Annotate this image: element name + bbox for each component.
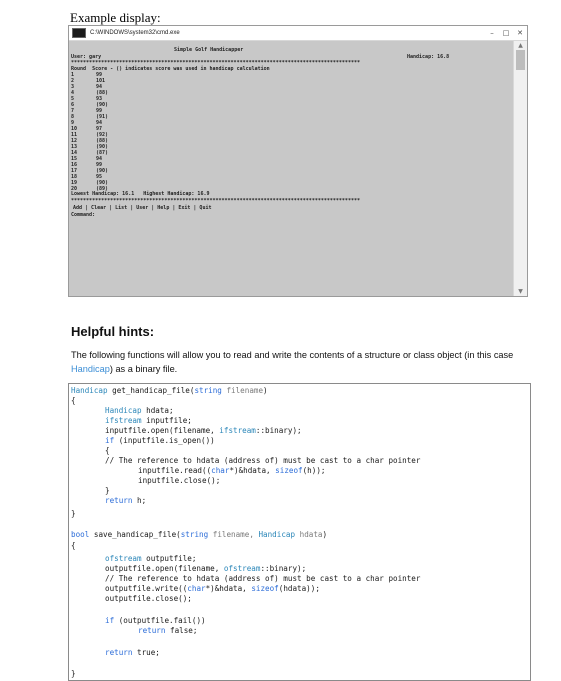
round-number: 7 — [71, 108, 75, 114]
code-line-comment: // The reference to hdata (address of) must be cast to a char pointer — [105, 456, 421, 465]
round-score: (90) — [96, 168, 109, 174]
scroll-up-icon[interactable]: ▲ — [518, 42, 523, 49]
round-score: 101 — [96, 78, 106, 84]
round-score: (90) — [96, 102, 109, 108]
user-line: User: gary — [71, 54, 102, 60]
separator-bottom: ************************************************************************************************ — [71, 198, 360, 204]
code-line-decl-ofstream: ofstream outputfile; — [105, 554, 197, 563]
code-line-get-signature: Handicap get_handicap_file(string filename) — [71, 386, 268, 395]
console-window — [68, 25, 528, 297]
window-title: C:\WINDOWS\system32\cmd.exe — [90, 30, 180, 36]
round-number: 20 — [71, 186, 78, 192]
close-button[interactable]: ✕ — [517, 29, 523, 37]
minimize-button[interactable]: – — [490, 29, 494, 37]
round-score: (90) — [96, 144, 109, 150]
round-score: (87) — [96, 150, 109, 156]
columns-header: Round Score - () indicates score was used in handicap calculation — [71, 66, 270, 72]
hints-highlight: Handicap — [71, 364, 110, 374]
round-score: 99 — [96, 108, 103, 114]
code-line-save-comment: // The reference to hdata (address of) must be cast to a char pointer — [105, 574, 421, 583]
code-line-save-signature: bool save_handicap_file(string filename, Handicap hdata) — [71, 530, 328, 539]
window-titlebar — [69, 26, 527, 41]
round-number: 18 — [71, 174, 78, 180]
code-line-decl-ifstream: ifstream inputfile; — [105, 416, 192, 425]
code-line-inner-open: { — [105, 446, 110, 455]
round-number: 12 — [71, 138, 78, 144]
round-score: (88) — [96, 90, 109, 96]
round-number: 9 — [71, 120, 75, 126]
code-line-save-open-brace: { — [71, 541, 76, 550]
code-line-if-open: if (inputfile.is_open()) — [105, 436, 215, 445]
round-number: 1 — [71, 72, 75, 78]
code-line-inner-close: } — [105, 486, 110, 495]
cmd-icon — [72, 28, 86, 38]
round-number: 6 — [71, 102, 75, 108]
round-number: 16 — [71, 162, 78, 168]
command-menu: Add | Clear | List | User | Help | Exit | Quit — [73, 205, 212, 211]
code-line-read: inputfile.read((char*)&hdata, sizeof(h)); — [138, 466, 326, 475]
round-score: 95 — [96, 174, 103, 180]
separator-top: ************************************************************************************************ — [71, 60, 360, 66]
console-scrollbar[interactable] — [513, 41, 527, 296]
round-number: 2 — [71, 78, 75, 84]
console-output — [69, 41, 513, 296]
round-number: 4 — [71, 90, 75, 96]
hints-text-after: ) as a binary file. — [109, 364, 178, 374]
hints-paragraph — [71, 348, 531, 376]
round-number: 8 — [71, 114, 75, 120]
round-score: 93 — [96, 96, 103, 102]
round-number: 11 — [71, 132, 78, 138]
maximize-button[interactable]: □ — [502, 29, 510, 37]
round-score: 99 — [96, 162, 103, 168]
code-line-decl-hdata: Handicap hdata; — [105, 406, 174, 415]
round-number: 14 — [71, 150, 78, 156]
code-line-save-open-file: outputfile.open(filename, ofstream::binary); — [105, 564, 307, 573]
app-title: Simple Golf Handicapper — [174, 47, 244, 53]
handicap-line: Handicap: 16.8 — [407, 54, 450, 60]
summary-line: Lowest Handicap: 16.1 Highest Handicap: 16.9 — [71, 191, 210, 197]
hints-text-before: The following functions will allow you to read and write the contents of a structure or class object (in this case — [71, 350, 514, 360]
example-heading: Example display: — [70, 10, 161, 25]
round-number: 19 — [71, 180, 78, 186]
round-score: 94 — [96, 156, 103, 162]
round-score: 94 — [96, 84, 103, 90]
code-line-return: return h; — [105, 496, 147, 505]
round-score: (90) — [96, 180, 109, 186]
code-line-if-fail: if (outputfile.fail()) — [105, 616, 206, 625]
code-block — [68, 383, 531, 681]
scroll-down-icon[interactable]: ▼ — [518, 288, 523, 295]
code-line-open-brace: { — [71, 396, 76, 405]
round-number: 17 — [71, 168, 78, 174]
code-line-save-close: outputfile.close(); — [105, 594, 192, 603]
round-number: 10 — [71, 126, 78, 132]
round-score: (88) — [96, 138, 109, 144]
round-number: 3 — [71, 84, 75, 90]
round-score: 94 — [96, 120, 103, 126]
round-number: 15 — [71, 156, 78, 162]
code-line-close-brace: } — [71, 509, 76, 518]
round-score: (92) — [96, 132, 109, 138]
round-number: 5 — [71, 96, 75, 102]
round-score: 97 — [96, 126, 103, 132]
code-line-return-false: return false; — [138, 626, 198, 635]
hints-title: Helpful hints: — [71, 324, 155, 339]
round-score: 99 — [96, 72, 103, 78]
code-line-close: inputfile.close(); — [138, 476, 221, 485]
command-prompt[interactable]: Command: — [71, 212, 96, 218]
code-line-return-true: return true; — [105, 648, 160, 657]
round-score: (89) — [96, 186, 109, 192]
round-number: 13 — [71, 144, 78, 150]
code-line-save-close-brace: } — [71, 669, 76, 678]
code-line-write: outputfile.write((char*)&hdata, sizeof(hdata)); — [105, 584, 320, 593]
scroll-thumb[interactable] — [516, 50, 525, 70]
code-line-open-file: inputfile.open(filename, ifstream::binary); — [105, 426, 302, 435]
round-score: (91) — [96, 114, 109, 120]
